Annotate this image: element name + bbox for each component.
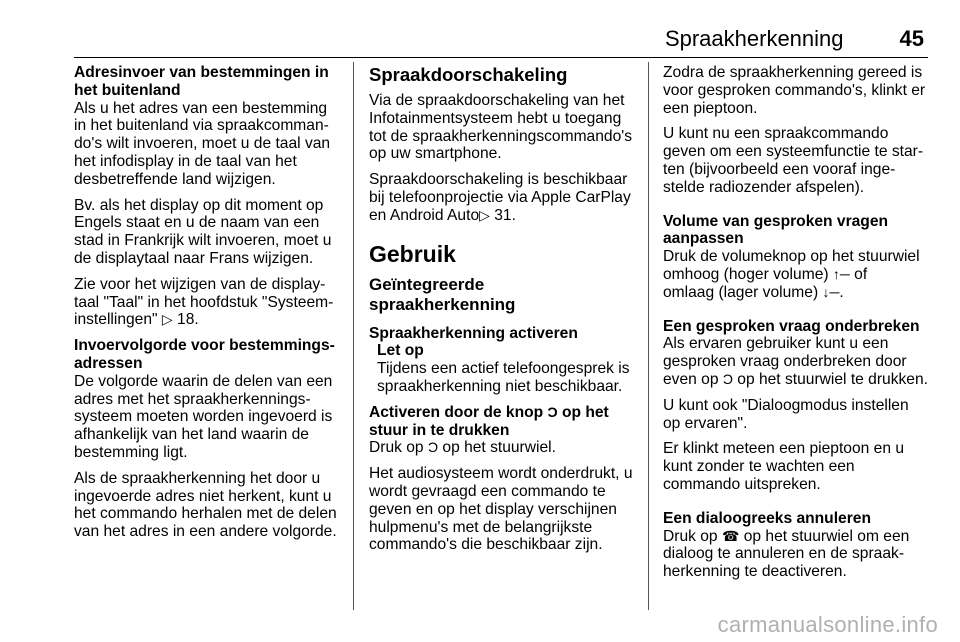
note-box (377, 342, 634, 395)
heading-use: Gebruik (369, 240, 456, 267)
paragraph: De volgorde waarin de delen van een adres met het spraakherkenningssysteem moeten worden ingevoerd is afhankelijk van het land waarin de bestemming ligt. (74, 372, 333, 461)
paragraph: Zodra de spraakherkenning gereed is voor gesproken commando's, klinkt er een pieptoon. (663, 64, 926, 117)
column-divider-2 (648, 62, 649, 610)
column-3 (663, 64, 928, 589)
heading-button: Activeren door de knop Ͻ op het stuur in te drukken (369, 403, 609, 439)
paragraph: Als ervaren gebruiker kunt u een gesproken vraag onderbreken door even op Ͻ op het stuurwiel te drukken. (663, 335, 928, 388)
paragraph: U kunt nu een spraakcommando geven om een systeemfunctie te starten (bijvoorbeeld een vooraf ingestelde radiozender afspelen). (663, 125, 924, 196)
paragraph: Bv. als het display op dit moment op Engels staat en u de naam van een stad in Frankrijk wilt invoeren, moet u de displaytaal naar Frans wijzigen. (74, 196, 332, 267)
paragraph: Als u het adres van een bestemming in het buitenland via spraakcommando's wilt invoeren, moet u de taal van het infodisplay in de taal van het desbetreffende land wijzigen. (74, 99, 331, 188)
paragraph: Druk de volumeknop op het stuurwiel omhoog (hoger volume) ↑─ of omlaag (lager volume) ↓─. (663, 248, 920, 301)
paragraph: Als de spraakherkenning het door u ingevoerde adres niet herkent, kunt u het commando herhalen met de delen van het adres in een andere volgorde. (74, 469, 337, 541)
paragraph: Druk op Ͻ op het stuurwiel. (369, 439, 556, 457)
note-text: Tijdens een actief telefoongesprek is spraakherkenning niet beschikbaar. (377, 360, 630, 395)
paragraph: Het audiosysteem wordt onderdrukt, u wordt gevraagd een commando te geven en op het display verschijnen hulpmenu's met de belangrijkste commando's die beschikbaar zijn. (369, 465, 633, 554)
ref-arrow-icon: ▷ (479, 206, 490, 223)
heading-volume: Volume van gesproken vragen aanpassen (663, 212, 889, 248)
paragraph: Druk op ☎ op het stuurwiel om een dialoog te annuleren en de spraakherkenning te deactiveren. (663, 527, 910, 581)
paragraph: Zie voor het wijzigen van de displaytaal "Taal" in het hoofdstuk "Systeeminstellingen" ▷ 18. (74, 275, 334, 329)
phone-hangup-icon: ☎ (721, 527, 740, 544)
paragraph: Spraakdoorschakeling is beschikbaar bij telefoonprojectie via Apple CarPlay en Android Auto▷ 31. (369, 171, 631, 224)
heading-activate: Spraakherkenning activeren (369, 324, 578, 342)
page-number: 45 (899, 26, 924, 51)
header-rule (74, 57, 928, 58)
heading-integrated: Geïntegreerde spraakherkenning (369, 274, 516, 314)
heading-cancel: Een dialoogreeks annuleren (663, 509, 871, 527)
page-title: Spraakherkenning (664, 26, 844, 51)
heading-abroad: Adresinvoer van bestemmingen in het buitenland (74, 64, 329, 99)
ref-arrow-icon: ▷ (161, 311, 173, 328)
column-2 (369, 64, 634, 562)
voice-icon: Ͻ (427, 439, 439, 456)
voice-icon: Ͻ (722, 370, 733, 387)
heading-interrupt: Een gesproken vraag onderbreken (663, 317, 920, 335)
heading-order: Invoervolgorde voor bestemmingsadressen (74, 337, 335, 372)
column-1 (74, 64, 342, 549)
heading-passthrough: Spraakdoorschakeling (369, 64, 568, 85)
paragraph: U kunt ook "Dialoogmodus instellen op ervaren". (663, 396, 909, 432)
page-header (0, 26, 924, 52)
note-title: Let op (377, 342, 424, 360)
watermark: carmanualsonline.info (717, 612, 938, 637)
voice-icon: Ͻ (547, 403, 558, 420)
volume-down-icon: ↓─ (822, 283, 840, 300)
volume-up-icon: ↑─ (832, 265, 850, 282)
column-divider-1 (353, 62, 354, 610)
paragraph: Er klinkt meteen een pieptoon en u kunt zonder te wachten een commando uitspreken. (663, 440, 904, 493)
paragraph: Via de spraakdoorschakeling van het Infotainmentsysteem hebt u toegang tot de spraakherkenningscommando's op uw smartphone. (369, 92, 633, 163)
